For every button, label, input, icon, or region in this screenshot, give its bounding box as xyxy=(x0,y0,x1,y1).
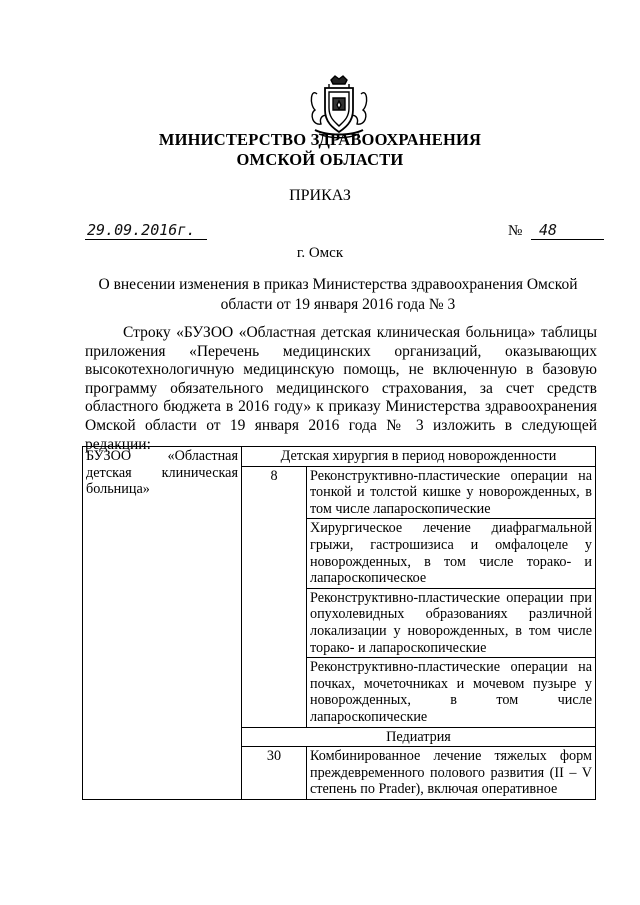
procedure-item: Реконструктивно-пластические операции на почках, мочеточниках и мочевом пузыре у новорожденных, в том числе лапароскопические xyxy=(307,658,596,727)
order-number: 48 xyxy=(531,221,604,240)
document-type: ПРИКАЗ xyxy=(289,187,351,204)
city: г. Омск xyxy=(296,245,344,261)
medical-organizations-table xyxy=(82,446,596,800)
procedure-item: Реконструктивно-пластические операции при опухолевидных образованиях различной локализации у новорожденных, в том числе торако- и лапароскопические xyxy=(307,588,596,657)
ministry-name-line1: МИНИСТЕРСТВО ЗДРАВООХРАНЕНИЯ xyxy=(158,130,482,149)
body-paragraph: Строку «БУЗОО «Областная детская клиническая больница» таблицы приложения «Перечень медицинских организаций, оказывающих высокотехнологичную медицинскую помощь, не включенную в базовую программу обязательного медицинского страхования, за счет средств областного бюджета в 2016 году» к приказу Министерства здравоохранения Омской области от 19 января 2016 года № 3 изложить в следующей редакции: xyxy=(85,324,597,453)
page-bottom-margin xyxy=(0,818,640,905)
ministry-name-line2: ОМСКОЙ ОБЛАСТИ xyxy=(236,150,404,169)
order-date: 29.09.2016г. xyxy=(85,221,207,240)
procedure-item: Реконструктивно-пластические операции на тонкой и толстой кишке у новорожденных, в том числе лапароскопические xyxy=(307,466,596,519)
procedure-item: Комбинированное лечение тяжелых форм преждевременного полового развития (II – V степень по Prader), включая оперативное xyxy=(307,747,596,800)
section-number: 30 xyxy=(242,747,307,800)
section-number: 8 xyxy=(242,466,307,727)
section-title-pediatrics: Педиатрия xyxy=(242,727,596,747)
organization-cell: БУЗОО «Областная детская клиническая больница» xyxy=(83,447,242,800)
section-title-neonatal-surgery: Детская хирургия в период новорожденности xyxy=(242,447,596,467)
order-body xyxy=(85,324,597,454)
procedure-item: Хирургическое лечение диафрагмальной грыжи, гастрошизиса и омфалоцеле у новорожденных, в том числе торако- и лапароскопическое xyxy=(307,519,596,588)
order-subject: О внесении изменения в приказ Министерства здравоохранения Омской области от 19 января 2016 года № 3 xyxy=(98,276,578,313)
table-row xyxy=(83,447,596,467)
number-label: № xyxy=(508,223,523,239)
